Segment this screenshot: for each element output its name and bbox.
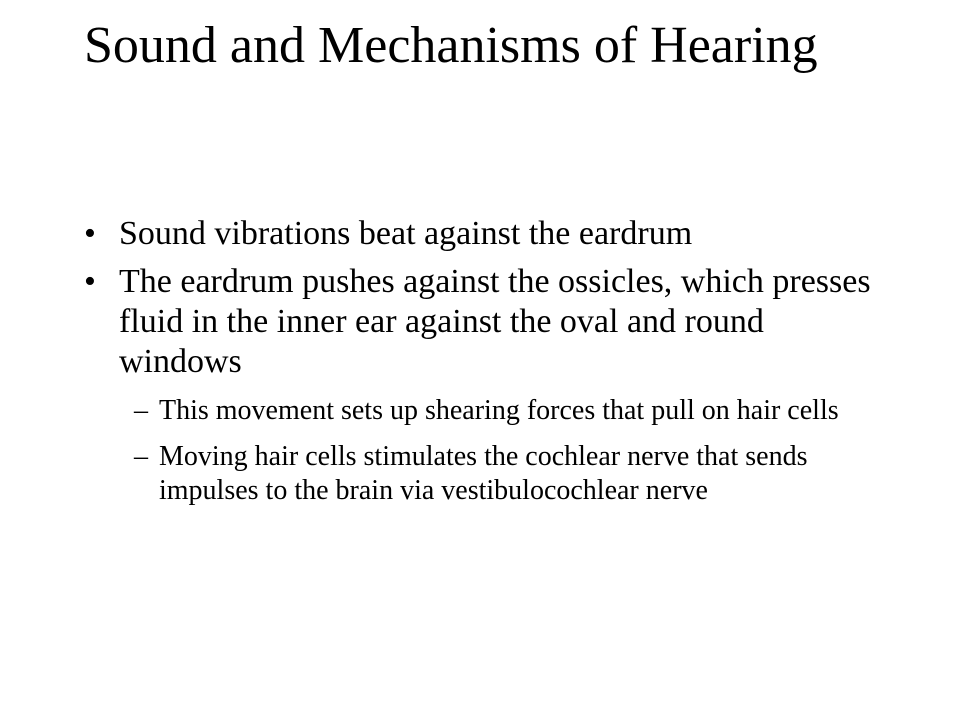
sub-bullet-text: Moving hair cells stimulates the cochlear nerve that sends impulses to the brain via vestibulocochlear nerve <box>159 441 808 506</box>
bullet-marker: • <box>84 215 96 252</box>
sub-bullet-marker: – <box>134 395 148 426</box>
bullet-item <box>84 262 884 382</box>
bullet-item <box>84 214 884 254</box>
sub-bullet-marker: – <box>134 441 148 472</box>
bullet-text: The eardrum pushes against the ossicles, which presses fluid in the inner ear against the oval and round windows <box>119 263 871 380</box>
bullet-marker: • <box>84 263 96 300</box>
sub-bullet-item <box>134 440 879 508</box>
bullet-text: Sound vibrations beat against the eardrum <box>119 215 693 252</box>
slide-title: Sound and Mechanisms of Hearing <box>84 17 818 74</box>
sub-bullet-item <box>134 394 879 428</box>
bullet-list <box>84 214 884 512</box>
sub-bullet-text: This movement sets up shearing forces that pull on hair cells <box>159 395 839 426</box>
